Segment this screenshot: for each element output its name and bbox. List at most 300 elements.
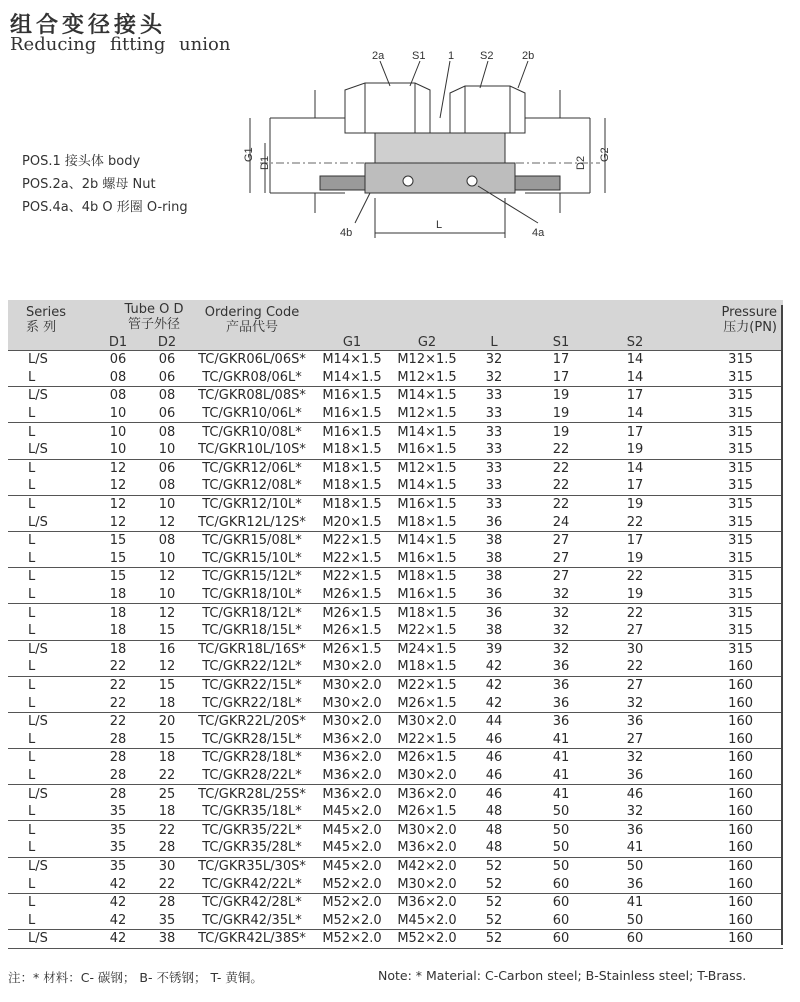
cell-ordering-code: TC/GKR35L/30S*	[188, 857, 316, 875]
cell-s1: 27	[522, 568, 600, 586]
cell-s1: 32	[552, 587, 570, 603]
cell-s2: 17	[600, 423, 670, 441]
cell-d1: 42	[109, 912, 127, 928]
cell-ordering-code: TC/GKR10/06L*	[202, 406, 302, 422]
cell-d1: 15	[90, 531, 146, 549]
table-row	[8, 658, 783, 676]
cell-d1: 28	[109, 731, 127, 747]
cell-pressure: 315	[728, 514, 753, 530]
cell-l: 52	[466, 930, 522, 949]
cell-pressure: 315	[670, 640, 783, 658]
cell-series: L/S	[8, 712, 90, 730]
cell-ordering-code: TC/GKR18/15L*	[202, 623, 302, 639]
cell-g1: M52×2.0	[316, 930, 388, 949]
cell-pressure: 160	[670, 785, 783, 803]
cell-l: 33	[466, 423, 522, 441]
cell-d1: 22	[109, 659, 127, 675]
cell-series: L	[28, 369, 36, 385]
cell-ordering-code: TC/GKR18/12L*	[188, 604, 316, 622]
cell-g1: M22×1.5	[322, 550, 382, 566]
cell-g2: M18×1.5	[397, 659, 457, 675]
cell-s2: 22	[600, 604, 670, 622]
cell-d2: 06	[146, 351, 188, 369]
cell-s2: 41	[626, 840, 644, 856]
table-row	[8, 622, 783, 640]
cell-series: L	[8, 531, 90, 549]
label-4b: 4b	[340, 227, 353, 239]
cell-g2: M52×2.0	[388, 930, 466, 949]
cell-ordering-code: TC/GKR18L/16S*	[188, 640, 316, 658]
cell-s1: 27	[522, 531, 600, 549]
cell-s2: 19	[600, 495, 670, 513]
cell-g2: M22×1.5	[388, 676, 466, 694]
table-row	[8, 441, 783, 459]
cell-s2: 27	[626, 731, 644, 747]
cell-d1: 10	[109, 442, 127, 458]
cell-s2: 14	[600, 351, 670, 369]
cell-l: 48	[485, 840, 503, 856]
cell-g1: M36×2.0	[322, 731, 382, 747]
cell-g2: M18×1.5	[388, 568, 466, 586]
cell-s1: 19	[522, 387, 600, 405]
cell-g2: M45×2.0	[397, 912, 457, 928]
oring-4b	[403, 176, 413, 186]
cell-d2: 12	[146, 604, 188, 622]
cell-pressure: 315	[728, 550, 753, 566]
cell-g2: M30×2.0	[397, 767, 457, 783]
cell-l: 46	[485, 731, 503, 747]
cell-s1: 27	[552, 550, 570, 566]
cell-series: L	[28, 406, 36, 422]
cell-pressure: 315	[670, 459, 783, 477]
cell-s1: 36	[552, 695, 570, 711]
cell-d2: 15	[146, 676, 188, 694]
cell-l: 48	[466, 821, 522, 839]
cell-ordering-code: TC/GKR15/08L*	[188, 531, 316, 549]
label-g1: G1	[243, 147, 255, 162]
cell-d1: 22	[109, 695, 127, 711]
label-1: 1	[448, 50, 455, 62]
cell-l: 32	[466, 351, 522, 369]
cell-d2: 12	[158, 514, 176, 530]
fitting-union-diagram	[240, 48, 620, 248]
cell-s1: 32	[552, 623, 570, 639]
cell-series: L	[28, 550, 36, 566]
table-row	[8, 568, 783, 586]
pos-nut-label: POS.2a、2b 螺母 Nut	[22, 177, 156, 192]
cell-g1: M45×2.0	[316, 857, 388, 875]
cell-g1: M45×2.0	[322, 840, 382, 856]
cell-g1: M52×2.0	[316, 893, 388, 911]
cell-g2: M22×1.5	[397, 623, 457, 639]
cell-l: 33	[466, 495, 522, 513]
right-tube	[515, 176, 560, 190]
cell-s1: 22	[522, 495, 600, 513]
cell-d1: 42	[90, 930, 146, 949]
cell-g2: M16×1.5	[397, 587, 457, 603]
table-row	[8, 550, 783, 568]
cell-s2: 14	[626, 369, 644, 385]
cell-g1: M26×1.5	[316, 640, 388, 658]
cell-d2: 28	[158, 840, 176, 856]
cell-l: 44	[466, 712, 522, 730]
cell-d2: 22	[158, 876, 176, 892]
table-row	[8, 803, 783, 821]
cell-g1: M45×2.0	[316, 821, 388, 839]
cell-g1: M18×1.5	[322, 478, 382, 494]
cell-d1: 35	[109, 840, 127, 856]
cell-g2: M30×2.0	[388, 712, 466, 730]
cell-s2: 19	[626, 587, 644, 603]
cell-s2: 50	[600, 857, 670, 875]
cell-g2: M16×1.5	[388, 495, 466, 513]
cell-g1: M18×1.5	[316, 495, 388, 513]
cell-series: L	[28, 840, 36, 856]
cell-pressure: 315	[728, 369, 753, 385]
cell-series: L	[8, 459, 90, 477]
cell-g2: M24×1.5	[388, 640, 466, 658]
col-g2: G2	[388, 300, 466, 351]
cell-d1: 15	[109, 550, 127, 566]
cell-g1: M45×2.0	[322, 804, 382, 820]
cell-l: 38	[485, 550, 503, 566]
cell-series: L	[28, 731, 36, 747]
table-row	[8, 676, 783, 694]
cell-s1: 60	[552, 912, 570, 928]
cell-d2: 08	[146, 387, 188, 405]
oring-4a	[467, 176, 477, 186]
label-s1: S1	[412, 50, 426, 62]
cell-ordering-code: TC/GKR42/22L*	[202, 876, 302, 892]
cell-series: L	[28, 587, 36, 603]
cell-s2: 32	[600, 749, 670, 767]
cell-g1: M36×2.0	[322, 767, 382, 783]
cell-pressure: 315	[670, 531, 783, 549]
cell-s2: 19	[626, 550, 644, 566]
table-row	[8, 839, 783, 857]
cell-series: L/S	[28, 514, 48, 530]
cell-d2: 22	[146, 821, 188, 839]
cell-series: L/S	[28, 442, 48, 458]
table-header-row	[8, 300, 783, 351]
material-note-cn: 注：* 材料：C- 碳钢； B- 不锈钢； T- 黄铜。	[8, 970, 263, 985]
cell-d2: 10	[158, 550, 176, 566]
table-row	[8, 821, 783, 839]
cell-ordering-code: TC/GKR22/12L*	[202, 659, 302, 675]
cell-s1: 41	[552, 731, 570, 747]
cell-s1: 36	[552, 659, 570, 675]
cell-series: L/S	[8, 387, 90, 405]
cell-d1: 35	[90, 821, 146, 839]
cell-series: L/S	[8, 857, 90, 875]
cell-l: 48	[485, 804, 503, 820]
cell-ordering-code: TC/GKR22/15L*	[188, 676, 316, 694]
cell-series: L	[8, 749, 90, 767]
cell-series: L	[28, 695, 36, 711]
cell-s2: 32	[626, 804, 644, 820]
cell-g1: M36×2.0	[316, 785, 388, 803]
cell-pressure: 160	[670, 749, 783, 767]
cell-ordering-code: TC/GKR08L/08S*	[188, 387, 316, 405]
union-body	[375, 133, 505, 163]
cell-g2: M18×1.5	[397, 514, 457, 530]
cell-g2: M30×2.0	[397, 876, 457, 892]
cell-ordering-code: TC/GKR10/08L*	[188, 423, 316, 441]
cell-d2: 28	[146, 893, 188, 911]
cell-g2: M16×1.5	[397, 442, 457, 458]
cell-l: 36	[466, 604, 522, 622]
tube-od-header: Tube O D 管子外径	[124, 302, 184, 332]
cell-l: 32	[485, 369, 503, 385]
cell-s1: 50	[552, 804, 570, 820]
cell-s1: 22	[522, 459, 600, 477]
cell-ordering-code: TC/GKR12/10L*	[188, 495, 316, 513]
cell-l: 42	[485, 695, 503, 711]
cell-l: 39	[466, 640, 522, 658]
cell-ordering-code: TC/GKR42L/38S*	[188, 930, 316, 949]
cell-d1: 18	[90, 640, 146, 658]
spec-table-body	[8, 351, 783, 949]
cell-d1: 08	[90, 387, 146, 405]
cell-l: 38	[466, 568, 522, 586]
cell-ordering-code: TC/GKR35/22L*	[188, 821, 316, 839]
label-l: L	[436, 219, 443, 231]
label-g2: G2	[599, 147, 611, 162]
cell-g2: M36×2.0	[397, 840, 457, 856]
left-tube	[320, 176, 365, 190]
cell-series: L	[28, 767, 36, 783]
cell-d1: 12	[90, 495, 146, 513]
cell-pressure: 160	[728, 876, 753, 892]
cell-l: 33	[485, 442, 503, 458]
cell-ordering-code: TC/GKR08/06L*	[202, 369, 302, 385]
cell-g2: M18×1.5	[388, 604, 466, 622]
cell-d2: 06	[158, 406, 176, 422]
label-d2: D2	[575, 155, 587, 170]
cell-g1: M20×1.5	[322, 514, 382, 530]
cell-g1: M26×1.5	[316, 604, 388, 622]
cell-d2: 20	[146, 712, 188, 730]
cell-ordering-code: TC/GKR28L/25S*	[188, 785, 316, 803]
table-row	[8, 749, 783, 767]
cell-s1: 36	[522, 712, 600, 730]
col-s2: S2	[600, 300, 670, 351]
cell-d2: 38	[146, 930, 188, 949]
cell-series: L	[28, 478, 36, 494]
cell-g1: M14×1.5	[316, 351, 388, 369]
cell-d1: 22	[90, 712, 146, 730]
cell-g1: M30×2.0	[322, 695, 382, 711]
col-ordering-code: Ordering Code 产品代号	[188, 300, 316, 351]
cell-d2: 08	[158, 478, 176, 494]
cell-g1: M36×2.0	[316, 749, 388, 767]
cell-d2: 12	[146, 568, 188, 586]
cell-d1: 10	[90, 423, 146, 441]
cell-d2: 18	[158, 804, 176, 820]
cell-g1: M52×2.0	[322, 912, 382, 928]
table-row	[8, 730, 783, 748]
cell-d1: 42	[90, 893, 146, 911]
col-d1: D1	[90, 300, 146, 351]
cell-d2: 10	[158, 587, 176, 603]
cell-g1: M16×1.5	[316, 387, 388, 405]
spec-table	[8, 300, 783, 949]
cell-d2: 06	[146, 459, 188, 477]
cell-series: L	[8, 604, 90, 622]
cell-d1: 18	[90, 604, 146, 622]
cell-l: 36	[485, 587, 503, 603]
cell-s2: 17	[626, 478, 644, 494]
table-row	[8, 477, 783, 495]
cell-pressure: 160	[670, 821, 783, 839]
cell-g2: M26×1.5	[388, 749, 466, 767]
cell-d2: 35	[158, 912, 176, 928]
cell-pressure: 315	[670, 423, 783, 441]
cell-d1: 28	[109, 767, 127, 783]
cell-l: 52	[485, 912, 503, 928]
cell-pressure: 160	[728, 695, 753, 711]
cell-l: 33	[485, 406, 503, 422]
cell-l: 36	[485, 514, 503, 530]
col-series: Series 系 列	[8, 300, 90, 351]
cell-series: L	[8, 821, 90, 839]
cell-g1: M30×2.0	[322, 659, 382, 675]
cell-g1: M18×1.5	[316, 459, 388, 477]
cell-s1: 22	[552, 442, 570, 458]
cell-d2: 08	[146, 531, 188, 549]
cell-d2: 30	[146, 857, 188, 875]
cell-series: L	[28, 623, 36, 639]
cell-g2: M26×1.5	[397, 695, 457, 711]
cell-d2: 15	[158, 623, 176, 639]
cell-pressure: 315	[728, 623, 753, 639]
cell-l: 52	[466, 893, 522, 911]
cell-pressure: 315	[670, 495, 783, 513]
cell-ordering-code: TC/GKR12/06L*	[188, 459, 316, 477]
material-note-en: Note: * Material: C-Carbon steel; B-Stainless steel; T-Brass.	[378, 968, 747, 983]
cell-l: 52	[485, 876, 503, 892]
cell-s1: 17	[522, 351, 600, 369]
cell-g2: M14×1.5	[397, 478, 457, 494]
cell-s1: 36	[522, 676, 600, 694]
cell-l: 46	[466, 785, 522, 803]
table-row	[8, 351, 783, 369]
cell-s1: 50	[522, 821, 600, 839]
table-row	[8, 531, 783, 549]
cell-d1: 06	[90, 351, 146, 369]
cell-g1: M22×1.5	[316, 531, 388, 549]
cell-s2: 22	[626, 514, 644, 530]
cell-d1: 18	[109, 587, 127, 603]
cell-g2: M16×1.5	[397, 550, 457, 566]
cell-s2: 14	[600, 459, 670, 477]
cell-pressure: 160	[728, 912, 753, 928]
cell-s1: 17	[552, 369, 570, 385]
cell-d1: 10	[109, 406, 127, 422]
cell-g2: M42×2.0	[388, 857, 466, 875]
table-row	[8, 586, 783, 604]
cell-s1: 32	[522, 604, 600, 622]
cell-pressure: 315	[728, 406, 753, 422]
cell-s1: 41	[522, 749, 600, 767]
label-2a: 2a	[372, 50, 385, 62]
cell-series: L	[28, 659, 36, 675]
cell-g2: M12×1.5	[388, 351, 466, 369]
cell-s2: 32	[626, 695, 644, 711]
cell-s2: 36	[626, 767, 644, 783]
cell-g1: M22×1.5	[316, 568, 388, 586]
cell-s2: 19	[626, 442, 644, 458]
cell-pressure: 160	[728, 659, 753, 675]
cell-pressure: 315	[670, 351, 783, 369]
cell-g1: M30×2.0	[316, 676, 388, 694]
table-row	[8, 604, 783, 622]
col-s1: S1	[522, 300, 600, 351]
cell-d2: 10	[146, 495, 188, 513]
cell-l: 46	[466, 749, 522, 767]
table-row	[8, 875, 783, 893]
label-4a: 4a	[532, 227, 545, 239]
cell-s2: 60	[600, 930, 670, 949]
cell-ordering-code: TC/GKR42/28L*	[188, 893, 316, 911]
cell-series: L	[8, 893, 90, 911]
col-d2: Tube O D 管子外径 D2	[146, 300, 188, 351]
cell-d1: 08	[109, 369, 127, 385]
cell-d2: 15	[158, 731, 176, 747]
pos-oring-label: POS.4a、4b O 形圈 O-ring	[22, 200, 188, 215]
cell-g1: M52×2.0	[322, 876, 382, 892]
cell-pressure: 160	[670, 930, 783, 949]
cell-ordering-code: TC/GKR18/10L*	[202, 587, 302, 603]
table-row	[8, 767, 783, 785]
cell-d2: 22	[158, 767, 176, 783]
cell-d1: 22	[90, 676, 146, 694]
cell-d2: 25	[146, 785, 188, 803]
cell-d2: 18	[146, 749, 188, 767]
cell-ordering-code: TC/GKR28/15L*	[202, 731, 302, 747]
cell-g1: M26×1.5	[322, 587, 382, 603]
cell-s1: 50	[522, 857, 600, 875]
cell-s2: 36	[600, 712, 670, 730]
col-g1: G1	[316, 300, 388, 351]
cell-g1: M30×2.0	[316, 712, 388, 730]
pos-body-label: POS.1 接头体 body	[22, 154, 141, 169]
cell-s2: 14	[626, 406, 644, 422]
cell-d1: 28	[90, 749, 146, 767]
cell-g2: M36×2.0	[388, 893, 466, 911]
cell-pressure: 315	[670, 387, 783, 405]
cell-pressure: 160	[670, 676, 783, 694]
cell-s2: 17	[600, 387, 670, 405]
cell-ordering-code: TC/GKR35/18L*	[202, 804, 302, 820]
cell-d2: 12	[158, 659, 176, 675]
cell-l: 33	[466, 387, 522, 405]
cell-l: 33	[466, 459, 522, 477]
cell-ordering-code: TC/GKR35/28L*	[202, 840, 302, 856]
cell-l: 33	[485, 478, 503, 494]
cell-s2: 22	[600, 568, 670, 586]
cell-ordering-code: TC/GKR10L/10S*	[198, 442, 306, 458]
cell-s2: 46	[600, 785, 670, 803]
cell-series: L	[8, 676, 90, 694]
cell-series: L/S	[8, 930, 90, 949]
cell-series: L	[8, 423, 90, 441]
table-row	[8, 387, 783, 405]
cell-g2: M30×2.0	[388, 821, 466, 839]
cell-s2: 36	[600, 821, 670, 839]
cell-series: L	[8, 495, 90, 513]
cell-g1: M14×1.5	[322, 369, 382, 385]
